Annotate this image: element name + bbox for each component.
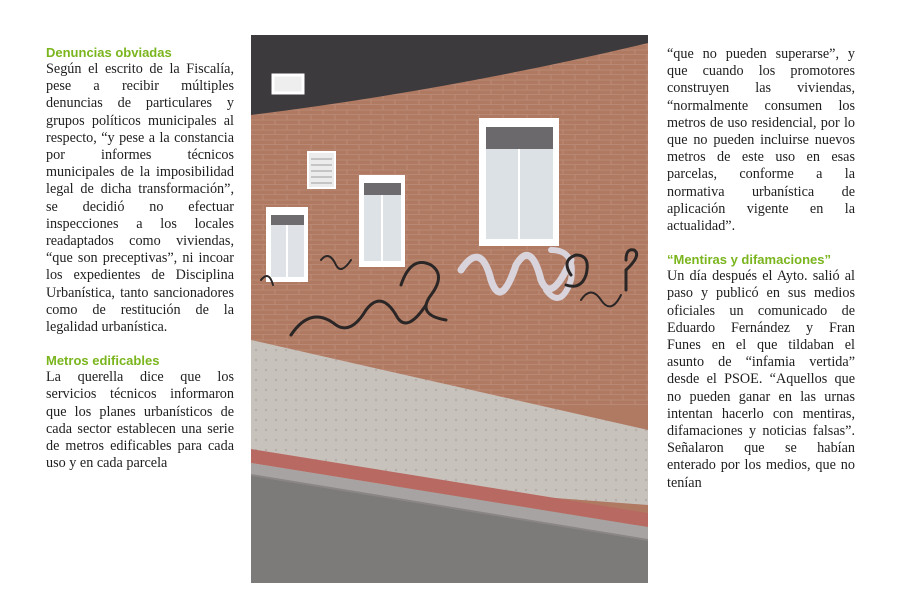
section-heading-metros: Metros edificables (46, 353, 160, 369)
window-left (266, 207, 308, 282)
continuation-text: “que no pueden superarse”, y que cuando los promotores construyen las viviendas, “normalmente consumen los metros de uso residencial, por lo que no pueden incluirse nuevos metros de este uso en esas parcelas, conforme a la normativa urbanística de aplicación vigente en la actualidad”. (667, 46, 855, 235)
section-heading-denuncias: Denuncias obviadas (46, 45, 172, 60)
window-middle (359, 175, 405, 267)
right-column (667, 46, 855, 492)
section-text-denuncias: Según el escrito de la Fiscalía, pese a recibir múltiples denuncias de particulares y grupos políticos municipales al respecto, “y pese a la constancia por informes técnicos municipales de la imposibilidad legal de dicha transformación”, se decidió no efectuar inspecciones a los locales readaptados como viviendas, “que son preceptivas”, ni incoar los expedientes de Disciplina Urbanística, tanto sancionadores como de restitución de la legalidad urbanística. (46, 61, 234, 336)
section-text-metros: La querella dice que los servicios técnicos informaron que los planes urbanísticos de cada sector establecen una serie de metros edificables para cada uso y en cada parcela (46, 369, 234, 472)
left-column (46, 44, 234, 472)
section-text-mentiras: Un día después el Ayto. salió al paso y publicó en sus medios oficiales un comunicado de Eduardo Fernández y Fran Funes en el que tildaban el asunto de “infamia vertida” desde el PSOE. “Aquellos que no pueden ganar en las urnas intentan hacerlo con mentiras, difamaciones y noticias falsas”. Señalaron que se habían enterado por los medios, que no tenían (667, 268, 855, 491)
building-photo (251, 35, 648, 583)
window-right (479, 118, 559, 246)
section-heading-mentiras: “Mentiras y difamaciones” (667, 252, 831, 268)
